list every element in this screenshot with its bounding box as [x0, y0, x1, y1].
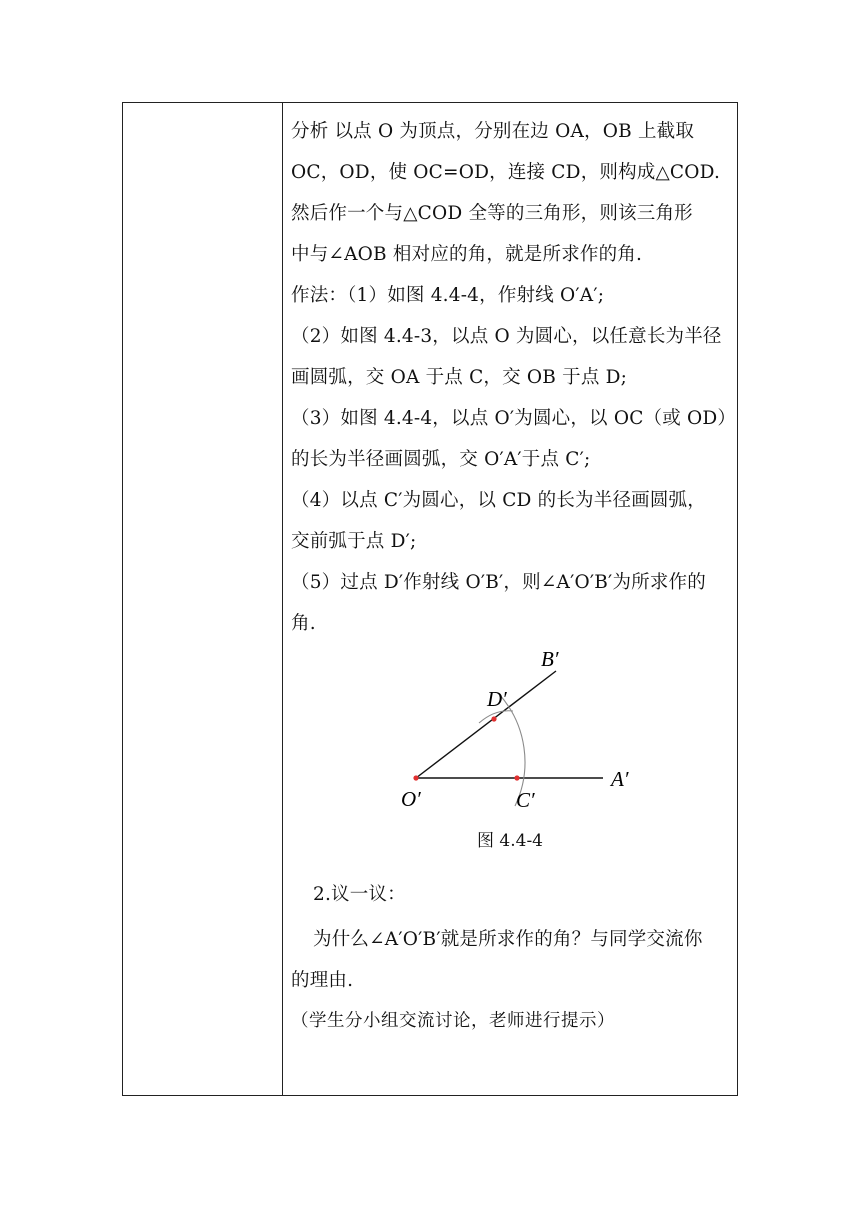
figure-caption: 图 4.4-4 — [477, 831, 543, 851]
construction-figure — [291, 644, 729, 874]
point-o — [413, 775, 418, 780]
method-step-3-line-2: 的长为半径画圆弧，交 O′A′于点 C′; — [291, 449, 591, 470]
method-step-2-line-1: （2）如图 4.4-3，以点 O 为圆心，以任意长为半径 — [291, 326, 722, 347]
method-step-3-line-1: （3）如图 4.4-4，以点 O′为圆心，以 OC（或 OD） — [291, 408, 737, 429]
angle-construction-diagram — [381, 644, 641, 814]
right-column-cell — [283, 103, 737, 1095]
discussion-question-line-1: 为什么∠A′O′B′就是所求作的角？与同学交流你 — [313, 929, 703, 950]
method-step-2-line-2: 画圆弧，交 OA 于点 C，交 OB 于点 D; — [291, 367, 628, 388]
method-step-5-line-2: 角. — [291, 613, 316, 634]
lesson-table — [122, 102, 738, 1096]
ray-ob — [416, 671, 556, 778]
analysis-line-1: 分析 以点 O 为顶点，分别在边 OA，OB 上截取 — [291, 121, 695, 142]
method-step-4-line-2: 交前弧于点 D′; — [291, 531, 417, 552]
label-d: D′ — [487, 687, 507, 711]
label-a: A′ — [611, 767, 629, 791]
analysis-line-3: 然后作一个与△COD 全等的三角形，则该三角形 — [291, 203, 693, 224]
label-b: B′ — [541, 647, 559, 671]
left-column-cell — [123, 103, 283, 1095]
discussion-question-line-2: 的理由. — [291, 970, 354, 991]
method-step-4-line-1: （4）以点 C′为圆心，以 CD 的长为半径画圆弧， — [291, 490, 706, 511]
point-c — [514, 775, 519, 780]
label-c: C′ — [516, 788, 535, 812]
discussion-heading: 2.议一议： — [313, 884, 406, 905]
discussion-note: （学生分小组交流讨论，老师进行提示） — [291, 1011, 615, 1031]
method-step-5-line-1: （5）过点 D′作射线 O′B′，则∠A′O′B′为所求作的 — [291, 572, 706, 593]
label-o: O′ — [401, 787, 421, 811]
method-step-1: 作法：（1）如图 4.4-4，作射线 O′A′; — [291, 285, 605, 306]
analysis-line-2: OC，OD，使 OC=OD，连接 CD，则构成△COD. — [291, 162, 721, 183]
analysis-line-4: 中与∠AOB 相对应的角，就是所求作的角. — [291, 244, 643, 265]
point-d — [491, 716, 496, 721]
